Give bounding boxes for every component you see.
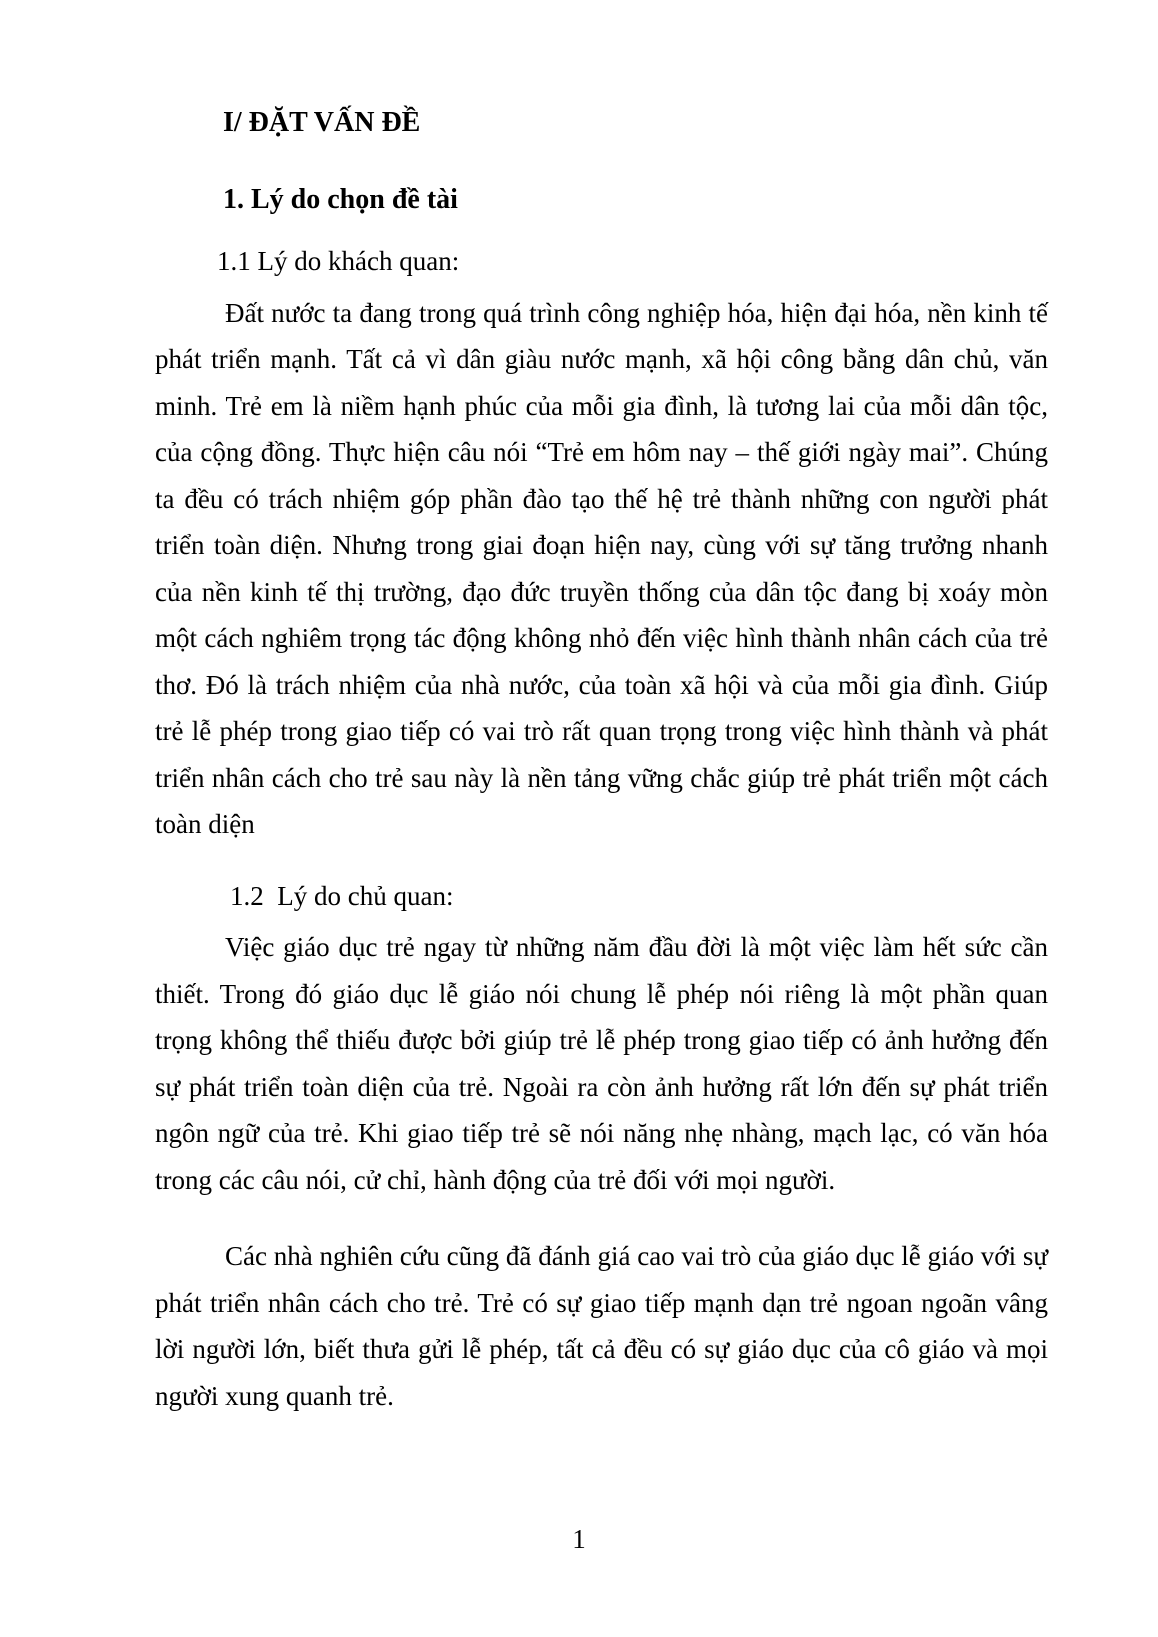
heading-section-1: 1. Lý do chọn đề tài: [223, 183, 458, 215]
heading-sub-1-2: 1.2 Lý do chủ quan:: [230, 880, 454, 911]
paragraph-nha-nghien-cuu: Các nhà nghiên cứu cũng đã đánh giá cao vai trò của giáo dục lễ giáo với sự phát triển nhân cách cho trẻ. Trẻ có sự giao tiếp mạnh dạn trẻ ngoan ngoãn vâng lời người lớn, biết thưa gửi lễ phép, tất cả đều có sự giáo dục của cô giáo và mọi người xung quanh trẻ.: [155, 1241, 1048, 1411]
paragraph-ly-do-khach-quan: Đất nước ta đang trong quá trình công nghiệp hóa, hiện đại hóa, nền kinh tế phát triển mạnh. Tất cả vì dân giàu nước mạnh, xã hội công bằng dân chủ, văn minh. Trẻ em là niềm hạnh phúc của mỗi gia đình, là tương lai của mỗi dân tộc, của cộng đồng. Thực hiện câu nói “Trẻ em hôm nay – thế giới ngày mai”. Chúng ta đều có trách nhiệm góp phần đào tạo thế hệ trẻ thành những con người phát triển toàn diện. Nhưng trong giai đoạn hiện nay, cùng với sự tăng trưởng nhanh của nền kinh tế thị trường, đạo đức truyền thống của dân tộc đang bị xoáy mòn một cách nghiêm trọng tác động không nhỏ đến việc hình thành nhân cách của trẻ thơ. Đó là trách nhiệm của nhà nước, của toàn xã hội và của mỗi gia đình. Giúp trẻ lễ phép trong giao tiếp có vai trò rất quan trọng trong việc hình thành và phát triển nhân cách cho trẻ sau này là nền tảng vững chắc giúp trẻ phát triển một cách toàn diện: [155, 297, 1048, 839]
heading-sub-1-1: 1.1 Lý do khách quan:: [217, 246, 460, 276]
page-number: 1: [572, 1524, 586, 1554]
paragraph-ly-do-chu-quan: Việc giáo dục trẻ ngay từ những năm đầu đời là một việc làm hết sức cần thiết. Trong đó giáo dục lễ giáo nói chung lễ phép nói riêng là một phần quan trọng không thể thiếu được bởi giúp trẻ lễ phép trong giao tiếp có ảnh hưởng đến sự phát triển toàn diện của trẻ. Ngoài ra còn ảnh hưởng rất lớn đến sự phát triển ngôn ngữ của trẻ. Khi giao tiếp trẻ sẽ nói năng nhẹ nhàng, mạch lạc, có văn hóa trong các câu nói, cử chỉ, hành động của trẻ đối với mọi người.: [155, 932, 1048, 1195]
heading-main: I/ ĐẶT VẤN ĐỀ: [223, 107, 421, 138]
